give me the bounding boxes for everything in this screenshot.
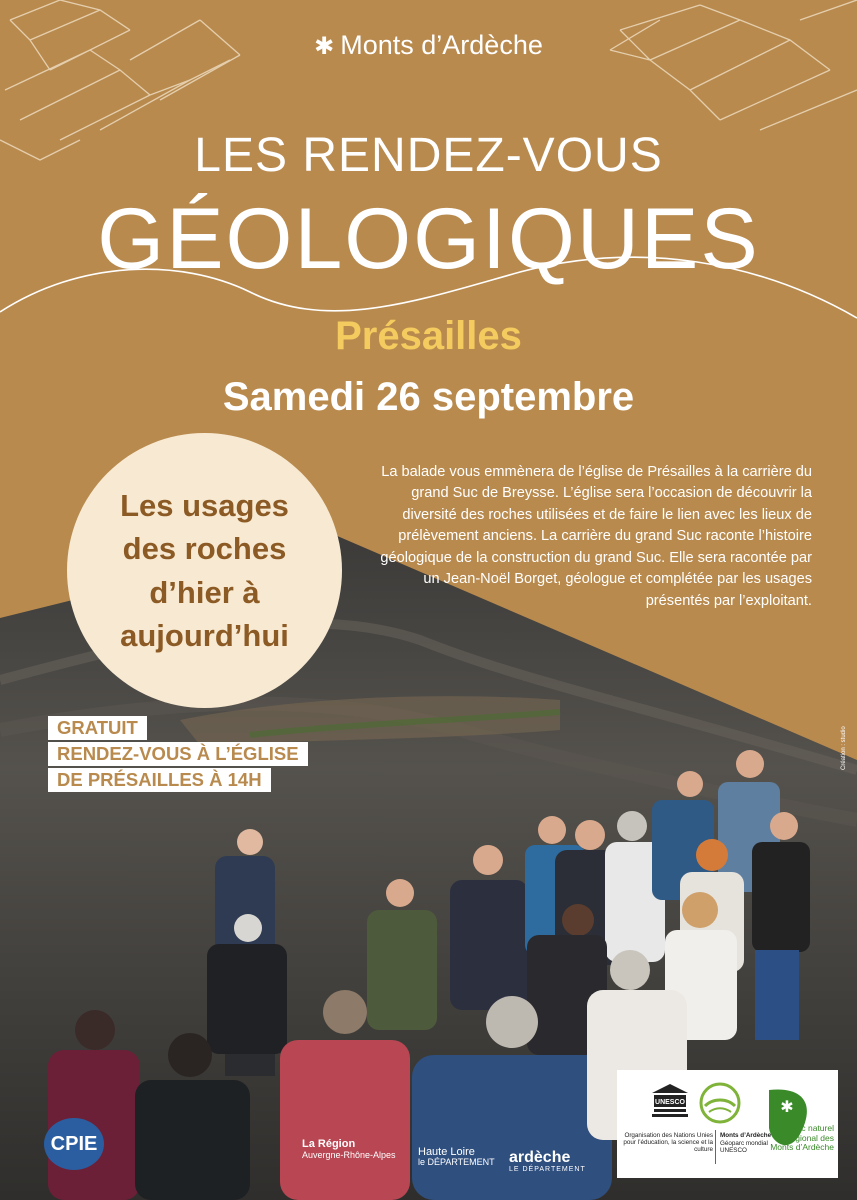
haute-loire-subtitle: le DÉPARTEMENT	[418, 1157, 495, 1168]
pnr-text: Parc naturel régional des Monts d’Ardèche	[770, 1123, 834, 1153]
brand-header	[0, 30, 857, 61]
divider	[715, 1130, 716, 1164]
region-title: La Région	[302, 1138, 356, 1150]
title-line-2: GÉOLOGIQUES	[97, 191, 760, 287]
info-tags	[48, 716, 308, 794]
geopark-icon	[699, 1082, 741, 1124]
unesco-label: UNESCO	[655, 1099, 685, 1106]
ardeche-subtitle: LE DÉPARTEMENT	[509, 1166, 586, 1173]
asterisk-icon: ✱	[314, 33, 335, 60]
ardeche-title: ardèche	[509, 1149, 571, 1166]
ardeche-logo	[509, 1150, 586, 1173]
tag-time: DE PRÉSAILLES À 14H	[48, 768, 271, 792]
event-description: La balade vous emmènera de l’église de Présailles à la carrière du grand Suc de Breysse. L’église sera l’occasion de découvrir la diversité des roches utilisées et de faire le lien avec les lieux de prélèvement anciens. La carrière du grand Suc raconte l’histoire géologique de la construction du grand Suc. Elle sera racontée par un Jean-Noël Borget, géologue et complétée par les usages présentés par l’exploitant.	[380, 464, 812, 609]
region-subtitle: Auvergne-Rhône-Alpes	[302, 1150, 396, 1160]
unesco-temple-icon	[650, 1083, 690, 1119]
tag-free: GRATUIT	[48, 716, 147, 740]
haute-loire-title: Haute Loire	[418, 1146, 475, 1158]
region-logo	[302, 1138, 396, 1160]
haute-loire-logo	[418, 1146, 495, 1168]
event-date: Samedi 26 septembre	[222, 375, 635, 419]
cpie-logo: CPIE	[44, 1118, 104, 1170]
tag-meeting: RENDEZ-VOUS À L’ÉGLISE	[48, 742, 308, 766]
event-place: Présailles	[335, 314, 522, 358]
brand-name: Monts d’Ardèche	[340, 30, 543, 60]
title-line-1: LES RENDEZ-VOUS	[194, 129, 663, 182]
geopark-subtitle: Géoparc mondial UNESCO	[720, 1139, 768, 1155]
theme-circle	[67, 433, 342, 708]
design-credit: Création : studio	[841, 726, 847, 770]
svg-text:✱: ✱	[780, 1099, 794, 1116]
partner-logos-box	[617, 1070, 838, 1178]
unesco-text: Organisation des Nations Unies pour l’éducation, la science et la culture	[623, 1132, 713, 1154]
theme-text: Les usages des roches d’hier à aujourd’hui	[120, 487, 289, 653]
geopark-title: Monts d’Ardèche	[720, 1132, 772, 1139]
